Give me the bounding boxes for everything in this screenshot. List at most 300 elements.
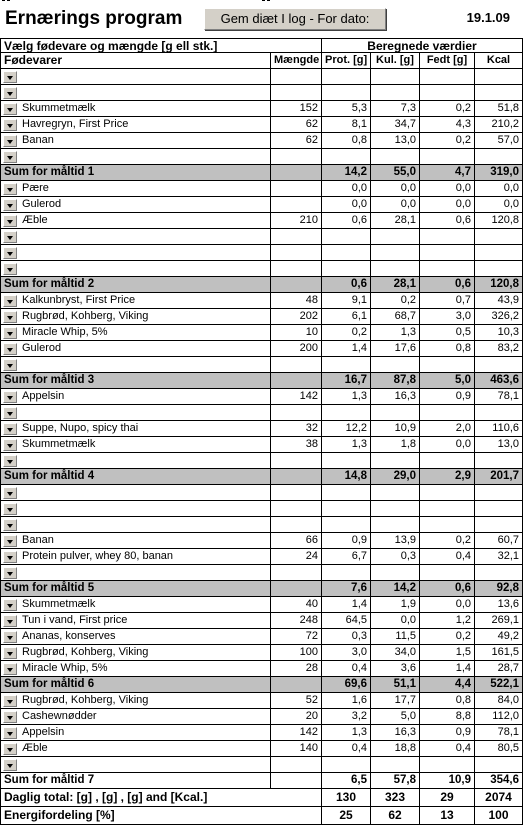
total-row [0, 807, 526, 825]
food-row [0, 325, 526, 341]
food-name-cell[interactable]: Appelsin [0, 389, 271, 405]
kcal-cell: 10,3 [475, 325, 523, 341]
amount-cell[interactable]: 32 [271, 421, 322, 437]
save-diet-log-button[interactable]: Gem diæt I log - For dato: [204, 8, 386, 30]
dropdown-arrow-icon[interactable] [3, 87, 17, 99]
food-name-cell[interactable] [0, 501, 271, 517]
amount-cell[interactable] [271, 261, 322, 277]
amount-cell[interactable]: 142 [271, 389, 322, 405]
dropdown-arrow-icon[interactable] [3, 487, 17, 499]
carbs-cell: 11,5 [371, 629, 420, 645]
carbs-cell: 5,0 [371, 709, 420, 725]
food-name-cell[interactable] [0, 757, 271, 773]
food-row [0, 213, 526, 229]
meal-sum-label: Sum for måltid 3 [0, 373, 271, 389]
amount-cell[interactable] [271, 149, 322, 165]
amount-cell[interactable]: 200 [271, 341, 322, 357]
amount-cell[interactable]: 62 [271, 117, 322, 133]
dropdown-arrow-icon[interactable] [3, 391, 17, 403]
protein-cell: 0,6 [322, 213, 371, 229]
protein-sum: 69,6 [322, 677, 371, 693]
meal-sum-row [0, 469, 526, 485]
meal-sum-label: Sum for måltid 4 [0, 469, 271, 485]
amount-cell [271, 469, 322, 485]
fat-cell [420, 149, 475, 165]
kcal-cell [475, 245, 523, 261]
food-row [0, 597, 526, 613]
food-name-cell[interactable]: Skummetmælk [0, 597, 271, 613]
food-row [0, 437, 526, 453]
amount-cell[interactable] [271, 245, 322, 261]
dropdown-arrow-icon[interactable] [3, 599, 17, 611]
food-row [0, 85, 526, 101]
amount-cell[interactable]: 40 [271, 597, 322, 613]
amount-cell[interactable]: 202 [271, 309, 322, 325]
dropdown-arrow-icon[interactable] [3, 503, 17, 515]
food-row [0, 245, 526, 261]
kcal-sum: 319,0 [475, 165, 523, 181]
dropdown-arrow-icon[interactable] [3, 567, 17, 579]
fat-cell: 0,7 [420, 293, 475, 309]
protein-cell [322, 229, 371, 245]
fat-cell: 0,0 [420, 197, 475, 213]
kcal-cell: 269,1 [475, 613, 523, 629]
dropdown-arrow-icon[interactable] [3, 151, 17, 163]
amount-cell[interactable] [271, 485, 322, 501]
food-row [0, 229, 526, 245]
kcal-column-header: Kcal [475, 53, 523, 69]
protein-cell: 9,1 [322, 293, 371, 309]
kcal-cell: 32,1 [475, 549, 523, 565]
carbs-cell: 1,3 [371, 325, 420, 341]
food-name-cell[interactable] [0, 149, 271, 165]
amount-column-header: Mængde [271, 53, 322, 69]
amount-cell[interactable]: 210 [271, 213, 322, 229]
dropdown-arrow-icon[interactable] [3, 423, 17, 435]
meal-sum-label: Sum for måltid 6 [0, 677, 271, 693]
amount-cell[interactable]: 62 [271, 133, 322, 149]
dropdown-arrow-icon[interactable] [3, 343, 17, 355]
protein-cell: 12,2 [322, 421, 371, 437]
food-name-cell[interactable]: Skummetmælk [0, 101, 271, 117]
kcal-cell [475, 501, 523, 517]
carbs-cell [371, 517, 420, 533]
carbs-cell [371, 565, 420, 581]
amount-cell [271, 165, 322, 181]
food-name-cell[interactable]: Havregryn, First Price [0, 117, 271, 133]
fat-total: 13 [420, 807, 475, 825]
carbs-cell: 0,0 [371, 197, 420, 213]
food-name-cell[interactable]: Rugbrød, Kohberg, Viking [0, 309, 271, 325]
protein-cell: 6,7 [322, 549, 371, 565]
kcal-cell [475, 405, 523, 421]
food-row [0, 757, 526, 773]
amount-cell[interactable] [271, 501, 322, 517]
amount-cell[interactable] [271, 69, 322, 85]
total-row [0, 789, 526, 807]
fat-cell: 0,0 [420, 437, 475, 453]
food-row [0, 565, 526, 581]
amount-cell[interactable] [271, 757, 322, 773]
food-row [0, 629, 526, 645]
kcal-cell: 78,1 [475, 725, 523, 741]
total-label: Daglig total: [g] , [g] , [g] and [Kcal.] [0, 789, 322, 807]
fat-cell: 0,5 [420, 325, 475, 341]
dropdown-arrow-icon[interactable] [3, 615, 17, 627]
kcal-cell [475, 229, 523, 245]
dropdown-arrow-icon[interactable] [3, 103, 17, 115]
food-name-cell[interactable]: Cashewnødder [0, 709, 271, 725]
food-name-cell[interactable] [0, 485, 271, 501]
kcal-cell: 60,7 [475, 533, 523, 549]
dropdown-arrow-icon[interactable] [3, 519, 17, 531]
kcal-cell [475, 149, 523, 165]
food-name-cell[interactable] [0, 357, 271, 373]
dropdown-arrow-icon[interactable] [3, 359, 17, 371]
amount-cell[interactable] [271, 85, 322, 101]
fat-cell [420, 453, 475, 469]
amount-cell[interactable]: 28 [271, 661, 322, 677]
food-name-cell[interactable] [0, 453, 271, 469]
top-bar [0, 0, 526, 38]
food-name-cell[interactable]: Banan [0, 133, 271, 149]
food-name-cell[interactable]: Tun i vand, First price [0, 613, 271, 629]
carbs-cell: 16,3 [371, 725, 420, 741]
amount-cell[interactable]: 38 [271, 437, 322, 453]
meal-sum-row [0, 165, 526, 181]
food-name-cell[interactable] [0, 69, 271, 85]
carbs-cell [371, 405, 420, 421]
kcal-cell: 80,5 [475, 741, 523, 757]
amount-cell[interactable]: 100 [271, 645, 322, 661]
dropdown-arrow-icon[interactable] [3, 759, 17, 771]
carbs-cell: 68,7 [371, 309, 420, 325]
fat-cell [420, 501, 475, 517]
food-row [0, 421, 526, 437]
kcal-cell [475, 85, 523, 101]
protein-cell [322, 517, 371, 533]
fat-cell: 0,4 [420, 549, 475, 565]
fat-cell [420, 69, 475, 85]
fat-cell: 0,9 [420, 389, 475, 405]
food-name-cell[interactable]: Gulerod [0, 341, 271, 357]
kcal-cell: 43,9 [475, 293, 523, 309]
amount-cell[interactable]: 152 [271, 101, 322, 117]
carbs-cell: 28,1 [371, 213, 420, 229]
food-row [0, 485, 526, 501]
amount-cell[interactable]: 140 [271, 741, 322, 757]
protein-sum: 14,8 [322, 469, 371, 485]
amount-cell[interactable]: 48 [271, 293, 322, 309]
protein-cell: 0,0 [322, 181, 371, 197]
food-row [0, 405, 526, 421]
kcal-cell: 110,6 [475, 421, 523, 437]
app-title: Ernærings program [5, 8, 183, 29]
food-row [0, 389, 526, 405]
fat-sum: 2,9 [420, 469, 475, 485]
dropdown-arrow-icon[interactable] [3, 407, 17, 419]
fat-sum: 5,0 [420, 373, 475, 389]
food-name-cell[interactable]: Suppe, Nupo, spicy thai [0, 421, 271, 437]
protein-cell: 5,3 [322, 101, 371, 117]
food-column-header: Fødevarer [0, 53, 271, 69]
protein-sum: 7,6 [322, 581, 371, 597]
meal-sum-label: Sum for måltid 7 [0, 773, 271, 789]
food-name-cell[interactable]: Miracle Whip, 5% [0, 661, 271, 677]
amount-cell[interactable] [271, 453, 322, 469]
protein-cell: 8,1 [322, 117, 371, 133]
amount-cell[interactable]: 24 [271, 549, 322, 565]
kcal-total: 2074 [475, 789, 523, 807]
carbs-cell [371, 149, 420, 165]
amount-cell[interactable]: 10 [271, 325, 322, 341]
protein-cell: 1,3 [322, 725, 371, 741]
carbs-cell [371, 245, 420, 261]
food-row [0, 293, 526, 309]
meal-sum-row [0, 581, 526, 597]
food-name-cell[interactable]: Skummetmælk [0, 437, 271, 453]
protein-sum: 14,2 [322, 165, 371, 181]
dropdown-arrow-icon[interactable] [3, 119, 17, 131]
carbs-sum: 87,8 [371, 373, 420, 389]
protein-cell [322, 245, 371, 261]
food-name-cell[interactable] [0, 405, 271, 421]
food-name-cell[interactable]: Pære [0, 181, 271, 197]
dropdown-arrow-icon[interactable] [3, 199, 17, 211]
food-row [0, 341, 526, 357]
carbs-cell: 0,0 [371, 181, 420, 197]
protein-cell: 0,4 [322, 661, 371, 677]
fat-sum: 10,9 [420, 773, 475, 789]
carbs-sum: 29,0 [371, 469, 420, 485]
dropdown-arrow-icon[interactable] [3, 727, 17, 739]
fat-cell: 3,0 [420, 309, 475, 325]
food-row [0, 149, 526, 165]
carbs-sum: 51,1 [371, 677, 420, 693]
kcal-cell: 326,2 [475, 309, 523, 325]
dropdown-arrow-icon[interactable] [3, 439, 17, 451]
fat-cell [420, 85, 475, 101]
food-name-cell[interactable]: Protein pulver, whey 80, banan [0, 549, 271, 565]
amount-cell[interactable] [271, 405, 322, 421]
dropdown-arrow-icon[interactable] [3, 295, 17, 307]
carbs-sum: 55,0 [371, 165, 420, 181]
protein-cell: 1,4 [322, 597, 371, 613]
food-row [0, 501, 526, 517]
protein-cell [322, 757, 371, 773]
kcal-cell: 84,0 [475, 693, 523, 709]
kcal-cell: 120,8 [475, 213, 523, 229]
carbs-cell [371, 501, 420, 517]
food-row [0, 101, 526, 117]
food-name-cell[interactable]: Gulerod [0, 197, 271, 213]
protein-sum: 6,5 [322, 773, 371, 789]
food-name-cell[interactable]: Ananas, konserves [0, 629, 271, 645]
amount-cell[interactable] [271, 357, 322, 373]
food-name-cell[interactable]: Æble [0, 213, 271, 229]
fat-total: 29 [420, 789, 475, 807]
amount-cell[interactable]: 142 [271, 725, 322, 741]
fat-cell [420, 517, 475, 533]
amount-cell [271, 581, 322, 597]
food-row [0, 517, 526, 533]
dropdown-arrow-icon[interactable] [3, 695, 17, 707]
select-food-header: Vælg fødevare og mængde [g ell stk.] [0, 38, 322, 53]
amount-cell[interactable] [271, 181, 322, 197]
protein-cell [322, 405, 371, 421]
dropdown-arrow-icon[interactable] [3, 215, 17, 227]
kcal-cell: 0,0 [475, 181, 523, 197]
fat-cell: 0,6 [420, 213, 475, 229]
protein-cell: 1,4 [322, 341, 371, 357]
protein-sum: 0,6 [322, 277, 371, 293]
kcal-cell: 0,0 [475, 197, 523, 213]
amount-cell[interactable] [271, 197, 322, 213]
amount-cell[interactable]: 52 [271, 693, 322, 709]
dropdown-arrow-icon[interactable] [3, 231, 17, 243]
carbs-cell: 17,6 [371, 341, 420, 357]
kcal-cell [475, 357, 523, 373]
food-name-cell[interactable]: Rugbrød, Kohberg, Viking [0, 645, 271, 661]
carbs-cell: 16,3 [371, 389, 420, 405]
selection-marker [2, 0, 10, 3]
food-name-cell[interactable] [0, 229, 271, 245]
food-row [0, 69, 526, 85]
carbs-cell: 3,6 [371, 661, 420, 677]
carbs-cell: 34,7 [371, 117, 420, 133]
fat-cell: 0,0 [420, 597, 475, 613]
dropdown-arrow-icon[interactable] [3, 135, 17, 147]
protein-cell: 0,8 [322, 133, 371, 149]
protein-cell [322, 501, 371, 517]
carbs-cell: 7,3 [371, 101, 420, 117]
amount-cell[interactable]: 66 [271, 533, 322, 549]
food-row [0, 709, 526, 725]
carbs-cell [371, 85, 420, 101]
food-row [0, 549, 526, 565]
food-name-cell[interactable] [0, 565, 271, 581]
amount-cell[interactable]: 20 [271, 709, 322, 725]
carbs-sum: 28,1 [371, 277, 420, 293]
kcal-cell [475, 757, 523, 773]
carbs-cell: 1,9 [371, 597, 420, 613]
dropdown-arrow-icon[interactable] [3, 183, 17, 195]
kcal-cell: 49,2 [475, 629, 523, 645]
protein-cell [322, 149, 371, 165]
log-date[interactable]: 19.1.09 [466, 10, 510, 25]
amount-cell [271, 773, 322, 789]
dropdown-arrow-icon[interactable] [3, 535, 17, 547]
dropdown-arrow-icon[interactable] [3, 327, 17, 339]
protein-cell: 0,9 [322, 533, 371, 549]
dropdown-arrow-icon[interactable] [3, 743, 17, 755]
fat-cell: 0,2 [420, 533, 475, 549]
dropdown-arrow-icon[interactable] [3, 647, 17, 659]
protein-cell: 3,2 [322, 709, 371, 725]
meal-sum-row [0, 277, 526, 293]
header-row-groups [0, 38, 526, 53]
food-name-cell[interactable] [0, 517, 271, 533]
protein-cell: 1,6 [322, 693, 371, 709]
kcal-cell: 112,0 [475, 709, 523, 725]
food-name-cell[interactable] [0, 85, 271, 101]
carbs-cell: 18,8 [371, 741, 420, 757]
food-name-cell[interactable] [0, 261, 271, 277]
protein-column-header: Prot. [g] [322, 53, 371, 69]
food-name-cell[interactable]: Kalkunbryst, First Price [0, 293, 271, 309]
carbs-total: 323 [371, 789, 420, 807]
dropdown-arrow-icon[interactable] [3, 247, 17, 259]
food-name-cell[interactable]: Banan [0, 533, 271, 549]
food-row [0, 741, 526, 757]
food-row [0, 693, 526, 709]
fat-cell: 0,0 [420, 181, 475, 197]
fat-cell [420, 261, 475, 277]
food-name-cell[interactable]: Appelsin [0, 725, 271, 741]
kcal-cell [475, 517, 523, 533]
food-row [0, 117, 526, 133]
protein-cell [322, 85, 371, 101]
fat-cell: 0,4 [420, 741, 475, 757]
dropdown-arrow-icon[interactable] [3, 551, 17, 563]
food-name-cell[interactable]: Æble [0, 741, 271, 757]
fat-cell [420, 229, 475, 245]
dropdown-arrow-icon[interactable] [3, 455, 17, 467]
food-name-cell[interactable]: Miracle Whip, 5% [0, 325, 271, 341]
food-name-cell[interactable] [0, 245, 271, 261]
amount-cell[interactable] [271, 517, 322, 533]
kcal-cell: 57,0 [475, 133, 523, 149]
kcal-cell: 83,2 [475, 341, 523, 357]
selection-marker [262, 0, 270, 3]
amount-cell [271, 277, 322, 293]
kcal-cell: 13,0 [475, 437, 523, 453]
amount-cell[interactable] [271, 565, 322, 581]
dropdown-arrow-icon[interactable] [3, 263, 17, 275]
protein-cell: 6,1 [322, 309, 371, 325]
kcal-sum: 120,8 [475, 277, 523, 293]
dropdown-arrow-icon[interactable] [3, 663, 17, 675]
carbs-cell [371, 69, 420, 85]
food-row [0, 453, 526, 469]
protein-cell: 0,0 [322, 197, 371, 213]
meal-sum-row [0, 373, 526, 389]
food-name-cell[interactable]: Rugbrød, Kohberg, Viking [0, 693, 271, 709]
carbs-cell: 10,9 [371, 421, 420, 437]
amount-cell[interactable]: 72 [271, 629, 322, 645]
fat-column-header: Fedt [g] [420, 53, 475, 69]
fat-cell [420, 565, 475, 581]
kcal-cell [475, 565, 523, 581]
kcal-cell [475, 261, 523, 277]
amount-cell[interactable]: 248 [271, 613, 322, 629]
kcal-cell [475, 485, 523, 501]
amount-cell[interactable] [271, 229, 322, 245]
fat-cell [420, 485, 475, 501]
calculated-values-header: Beregnede værdier [322, 38, 523, 53]
dropdown-arrow-icon[interactable] [3, 711, 17, 723]
protein-cell: 0,3 [322, 629, 371, 645]
dropdown-arrow-icon[interactable] [3, 311, 17, 323]
meal-sum-label: Sum for måltid 1 [0, 165, 271, 181]
dropdown-arrow-icon[interactable] [3, 631, 17, 643]
food-row [0, 533, 526, 549]
protein-sum: 16,7 [322, 373, 371, 389]
meal-sum-row [0, 677, 526, 693]
protein-cell [322, 485, 371, 501]
food-row [0, 181, 526, 197]
dropdown-arrow-icon[interactable] [3, 71, 17, 83]
